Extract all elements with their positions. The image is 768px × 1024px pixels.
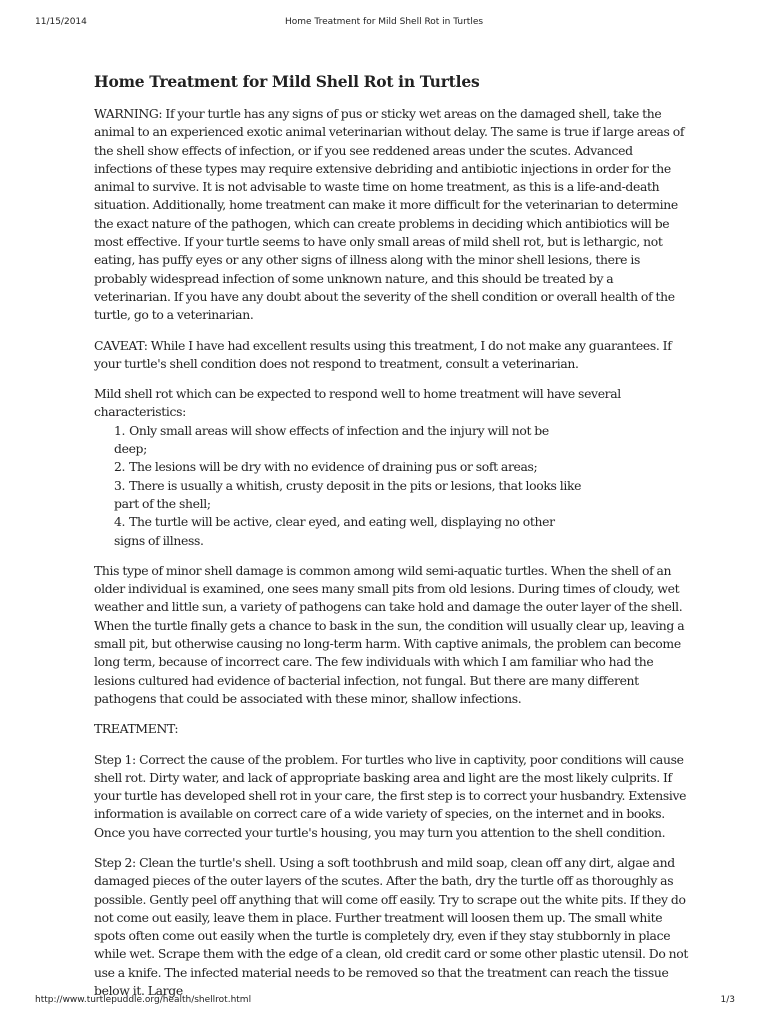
list-item-text: The lesions will be dry with no evidence of draining pus or soft areas; xyxy=(129,459,538,475)
list-item xyxy=(94,513,584,550)
step-2-paragraph: Step 2: Clean the turtle's shell. Using a soft toothbrush and mild soap, clean off any dirt, algae and damaged pieces of the outer layers of the scutes. After the bath, dry the turtle off as thoroughly as possible. Gently peel off anything that will come off easily. Try to scrape out the white pits. If they do not come out easily, leave them in place. Further treatment will loosen them up. The small white spots often come out easily when the turtle is completely dry, even if they stay stubbornly in place while wet. Scrape them with the edge of a clean, old credit card or some other plastic utensil. Do not use a knife. The infected material needs to be removed so that the treatment can reach the tissue below it. Large xyxy=(94,854,688,999)
list-item-number: 1. xyxy=(114,422,126,438)
article xyxy=(94,72,692,1012)
caveat-paragraph: CAVEAT: While I have had excellent results using this treatment, I do not make any guarantees. If your turtle's shell condition does not respond to treatment, consult a veterinarian. xyxy=(94,337,672,371)
list-item-text: There is usually a whitish, crusty deposit in the pits or lesions, that looks like part of the shell; xyxy=(114,477,582,511)
step-1-paragraph: Step 1: Correct the cause of the problem. For turtles who live in captivity, poor conditions will cause shell rot. Dirty water, and lack of appropriate basking area and light are the most likely culprits. If your turtle has developed shell rot in your care, the first step is to correct your husbandry. Extensive information is available on correct care of a wide variety of species, on the internet and in books. Once you have corrected your turtle's housing, you may turn you attention to the shell condition. xyxy=(94,751,687,840)
article-title: Home Treatment for Mild Shell Rot in Turtles xyxy=(94,72,480,91)
list-item-number: 4. xyxy=(114,514,126,530)
characteristics-intro: Mild shell rot which can be expected to respond well to home treatment will have several characteristics: xyxy=(94,386,621,420)
characteristics-section xyxy=(94,385,692,550)
list-item-text: Only small areas will show effects of infection and the injury will not be deep; xyxy=(114,422,549,457)
print-header xyxy=(0,17,768,29)
list-item-number: 2. xyxy=(114,459,126,475)
print-date: 11/15/2014 xyxy=(35,17,87,27)
page-number: 1/3 xyxy=(720,995,735,1005)
list-item-text: The turtle will be active, clear eyed, and eating well, displaying no other signs of illness. xyxy=(114,514,555,548)
list-item xyxy=(94,422,584,459)
print-page-title: Home Treatment for Mild Shell Rot in Turtles xyxy=(284,17,484,27)
warning-paragraph: WARNING: If your turtle has any signs of pus or sticky wet areas on the damaged shell, take the animal to an experienced exotic animal veterinarian without delay. The same is true if large areas of the shell show effects of infection, or if you see reddened areas under the scutes. Advanced infections of these types may require extensive debriding and antibiotic injections in order for the animal to survive. It is not advisable to waste time on home treatment, as this is a life-and-death situation. Additionally, home treatment can make it more difficult for the veterinarian to determine the exact nature of the pathogen, which can create problems in deciding which antibiotics will be most effective. If your turtle seems to have only small areas of mild shell rot, but is lethargic, not eating, has puffy eyes or any other signs of illness along with the minor shell lesions, there is probably widespread infection of some unknown nature, and this should be treated by a veterinarian. If you have any doubt about the severity of the shell condition or overall health of the turtle, go to a veterinarian. xyxy=(94,106,685,323)
list-item xyxy=(94,477,584,514)
characteristics-list xyxy=(94,422,692,550)
list-item-number: 3. xyxy=(114,477,126,493)
print-footer xyxy=(0,995,768,1007)
page-url-link[interactable]: http://www.turtlepuddle.org/health/shellrot.html xyxy=(35,995,252,1005)
list-item xyxy=(94,458,584,476)
minor-damage-paragraph: This type of minor shell damage is common among wild semi-aquatic turtles. When the shell of an older individual is examined, one sees many small pits from old lesions. During times of cloudy, wet weather and little sun, a variety of pathogens can take hold and damage the outer layer of the shell. When the turtle finally gets a chance to bask in the sun, the condition will usually clear up, leaving a small pit, but otherwise causing no long-term harm. With captive animals, the problem can become long term, because of incorrect care. The few individuals with which I am familiar who had the lesions cultured had evidence of bacterial infection, not fungal. But there are many different pathogens that could be associated with these minor, shallow infections. xyxy=(94,562,685,706)
treatment-heading: TREATMENT: xyxy=(94,721,179,737)
